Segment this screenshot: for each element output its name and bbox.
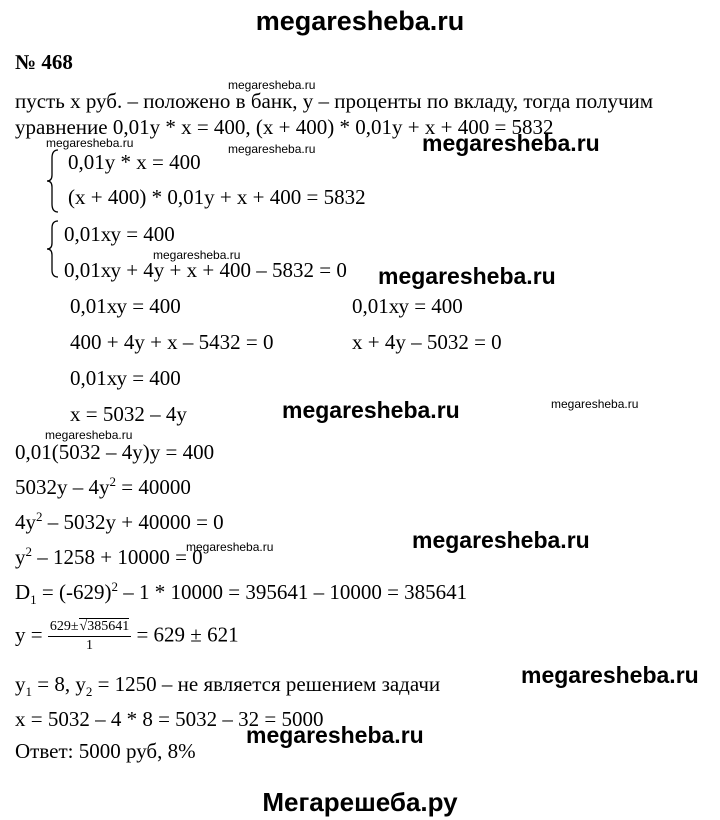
step-right-2: х + 4у – 5032 = 0: [352, 330, 502, 354]
discriminant-line: $D_1 = (-629)^2 - 1 * 10000 = 395641 - 10000 = 385641$: [15, 579, 468, 608]
solution-line-3: $4у^2 - 5032у + 40000 = 0$: [15, 509, 224, 534]
step-left-4: х = 5032 – 4у: [70, 402, 187, 426]
header-site-title: megaresheba.ru: [255, 6, 465, 36]
watermark-small: megaresheba.ru: [45, 428, 133, 442]
answer-line: Ответ: 5000 руб, 8%: [15, 739, 196, 763]
task-number: № 468: [15, 50, 73, 74]
system-brace-1: [46, 148, 60, 214]
step-left-2: 400 + 4у + х – 5432 = 0: [70, 330, 274, 354]
watermark-large: megaresheba.ru: [521, 662, 699, 688]
watermark-large: megaresheba.ru: [412, 527, 590, 553]
root-formula-line: у = $\frac{629\pm√385641}{1}$ = 629 ± 621: [15, 619, 239, 653]
step-left-3: 0,01ху = 400: [70, 366, 181, 390]
system2-eq-1: 0,01ху = 400: [64, 222, 175, 246]
system2-eq-2: 0,01ху + 4у + х + 400 – 5832 = 0: [64, 258, 347, 282]
watermark-large: megaresheba.ru: [378, 263, 556, 289]
watermark-large: megaresheba.ru: [422, 130, 600, 156]
watermark-small: megaresheba.ru: [228, 78, 316, 92]
watermark-small: megaresheba.ru: [46, 136, 134, 150]
intro-line-1: пусть х руб. – положено в банк, у – проценты по вкладу, тогда получим: [15, 89, 654, 113]
watermark-small: megaresheba.ru: [228, 142, 316, 156]
footer-site-title: Мегарешеба.ру: [262, 787, 458, 817]
system1-eq-2: (х + 400) * 0,01у + х + 400 = 5832: [68, 185, 366, 209]
watermark-small: megaresheba.ru: [153, 248, 241, 262]
roots-line: $у_1 = 8$, $у_2 = 1250$ – не является решением задачи: [15, 672, 441, 700]
system1-eq-1: 0,01у * х = 400: [68, 150, 201, 174]
watermark-large: megaresheba.ru: [246, 722, 424, 748]
root-fraction: $\frac{629\pm√385641}{1}$: [49, 619, 130, 653]
intro-line-2: уравнение 0,01у * х = 400, (х + 400) * 0,01у + х + 400 = 5832: [15, 115, 554, 139]
watermark-small: megaresheba.ru: [551, 397, 639, 411]
step-right-1: 0,01ху = 400: [352, 294, 463, 318]
solution-line-1: 0,01(5032 – 4у)у = 400: [15, 440, 215, 464]
solution-line-4: $у^2 - 1258 + 10000 = 0$: [15, 544, 203, 569]
watermark-small: megaresheba.ru: [186, 540, 274, 554]
x-value-line: х = 5032 – 4 * 8 = 5032 – 32 = 5000: [15, 707, 324, 731]
watermark-large: megaresheba.ru: [282, 397, 460, 423]
system-brace-2: [46, 219, 60, 279]
step-left-1: 0,01ху = 400: [70, 294, 181, 318]
solution-line-2: $5032у - 4у^2 = 40000$: [15, 474, 191, 499]
